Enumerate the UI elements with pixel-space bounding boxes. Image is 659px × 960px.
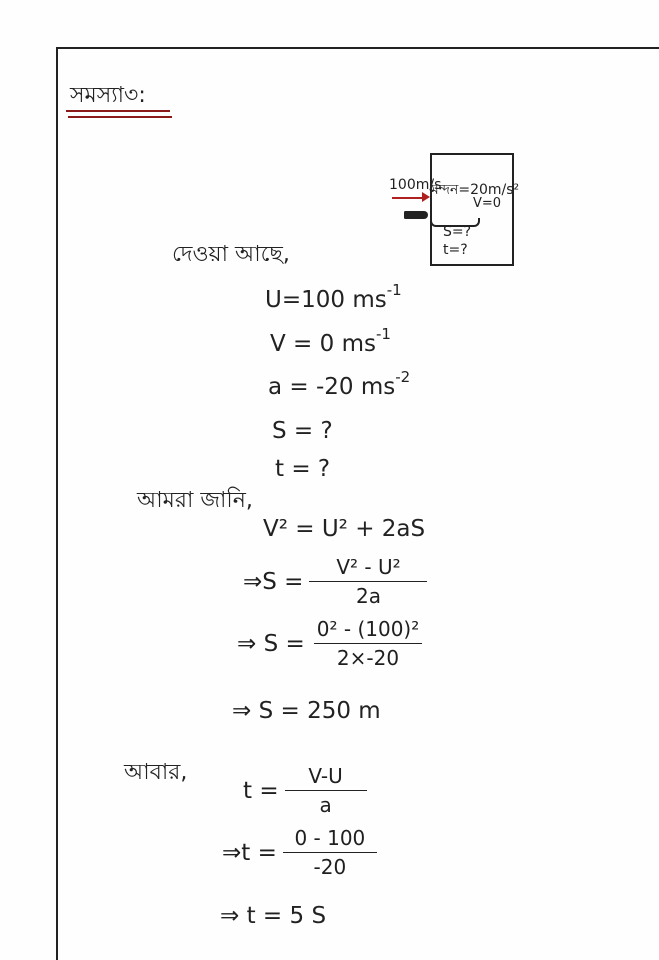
diagram-find-s: S=? — [443, 224, 472, 240]
s-fraction-1-lhs: ⇒S = — [243, 568, 304, 595]
velocity-arrow — [392, 197, 426, 199]
bullet-shape — [404, 211, 428, 219]
t-fraction-1-lhs: t = — [243, 777, 279, 804]
diagram-find-t: t=? — [443, 242, 468, 258]
diagram-resistance-label: মন্দন=20m/s² — [431, 182, 520, 198]
given-a-text: a = -20 ms — [268, 374, 396, 400]
problem-heading: সমস্যা৩: — [70, 83, 146, 108]
again-label: আবার, — [124, 760, 188, 785]
given-a — [268, 368, 411, 400]
s-fraction-2 — [237, 617, 425, 670]
t-result: ⇒ t = 5 S — [220, 903, 327, 929]
given-t: t = ? — [275, 456, 331, 482]
given-v-text: V = 0 ms — [270, 331, 376, 357]
velocity-arrow-head — [422, 192, 430, 202]
page-border-left — [56, 47, 58, 960]
t-fraction-2-denominator: -20 — [313, 855, 347, 879]
t-fraction-1-denominator: a — [319, 793, 332, 817]
t-fraction-2 — [222, 826, 377, 879]
heading-underline-1 — [66, 110, 170, 112]
given-label: দেওয়া আছে, — [172, 242, 290, 267]
t-fraction-2-lhs: ⇒t = — [222, 839, 277, 866]
s-result: ⇒ S = 250 m — [232, 698, 381, 724]
t-fraction-2-numerator: 0 - 100 — [294, 826, 366, 850]
heading-underline-2 — [68, 116, 172, 118]
s-fraction-1-numerator: V² - U² — [336, 555, 401, 579]
given-u — [265, 281, 402, 313]
t-fraction-1 — [243, 764, 367, 817]
t-fraction-1-numerator: V-U — [308, 764, 343, 788]
s-fraction-2-numerator: 0² - (100)² — [316, 617, 420, 641]
given-v-exp: -1 — [375, 325, 391, 343]
diagram-final-velocity: V=0 — [473, 196, 502, 211]
s-fraction-2-lhs: ⇒ S = — [237, 630, 305, 657]
given-v — [270, 325, 391, 357]
given-s: S = ? — [272, 418, 333, 444]
given-u-text: U=100 ms — [265, 287, 387, 313]
s-fraction-2-denominator: 2×-20 — [336, 646, 400, 670]
given-u-exp: -1 — [386, 281, 402, 299]
page-border-top — [56, 47, 659, 49]
diagram-speed-label: 100m/s — [389, 177, 442, 193]
s-fraction-1 — [243, 555, 427, 608]
given-a-exp: -2 — [395, 368, 411, 386]
equation-of-motion: V² = U² + 2aS — [263, 516, 426, 542]
we-know-label: আমরা জানি, — [137, 488, 253, 513]
s-fraction-1-denominator: 2a — [355, 584, 381, 608]
